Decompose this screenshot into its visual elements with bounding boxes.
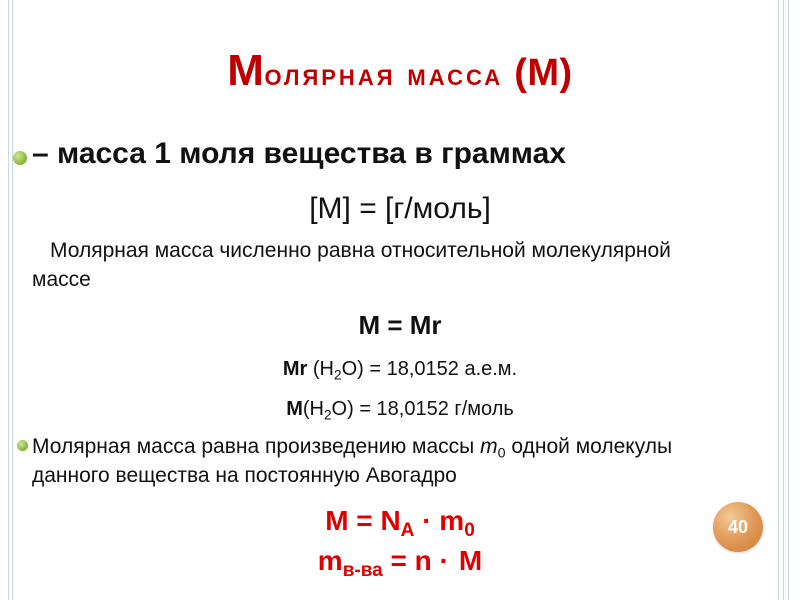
avogadro-paragraph-after: одной молекулы данного вещества на постоянную Авогадро (32, 435, 673, 487)
formula-mr-subscript: 2 (334, 367, 342, 383)
definition-text: – масса 1 моля вещества в граммах (32, 137, 566, 170)
formula-m-open: (H (302, 398, 324, 420)
formula-substance-mass (0, 544, 800, 582)
formula-m-water (0, 394, 800, 424)
title-first-letter: М (227, 46, 265, 95)
formula-substance-mass-sub: в-ва (342, 560, 383, 582)
formula-mr-open: (H (307, 358, 335, 380)
molar-mass-note-text: Молярная масса численно равна относительной молекулярной массе (32, 239, 671, 291)
slide-title (60, 48, 740, 97)
formula-m-close: O) = 18,0152 г/моль (331, 398, 514, 420)
molar-mass-note (32, 236, 682, 294)
formula-m-equals-mr: M = Mr (358, 310, 442, 340)
title-symbol: (M) (514, 52, 573, 94)
title-rest-of-word: олярная масса (264, 56, 504, 92)
units-formula: [M] = [г/моль] (309, 192, 491, 225)
avogadro-paragraph-before: Молярная масса равна произведению массы (32, 435, 481, 458)
formula-substance-mass-middle: = n · (382, 545, 449, 576)
formula-m-subscript: 2 (323, 407, 332, 423)
formula-avogadro-mid: · m (414, 505, 465, 536)
avogadro-paragraph (32, 432, 742, 490)
formula-substance-mass-right: M (458, 545, 483, 576)
page-number-badge: 40 (713, 502, 763, 552)
formula-avogadro-left: M = N (325, 505, 401, 536)
bullet-icon (13, 151, 27, 165)
formula-mr-prefix: Mr (282, 358, 308, 380)
formula-avogadro-sub-b: 0 (464, 520, 475, 542)
mass-variable: m (480, 435, 498, 458)
bullet-icon (17, 440, 28, 451)
formula-avogadro-sub-a: A (400, 520, 415, 542)
formula-mr-water (0, 354, 800, 384)
formula-mr-close: O) = 18,0152 а.е.м. (341, 358, 518, 380)
formula-avogadro (0, 504, 800, 542)
formula-substance-mass-left: m (317, 545, 343, 576)
mass-variable-subscript: 0 (497, 445, 506, 462)
formula-m-prefix: M (286, 398, 303, 420)
